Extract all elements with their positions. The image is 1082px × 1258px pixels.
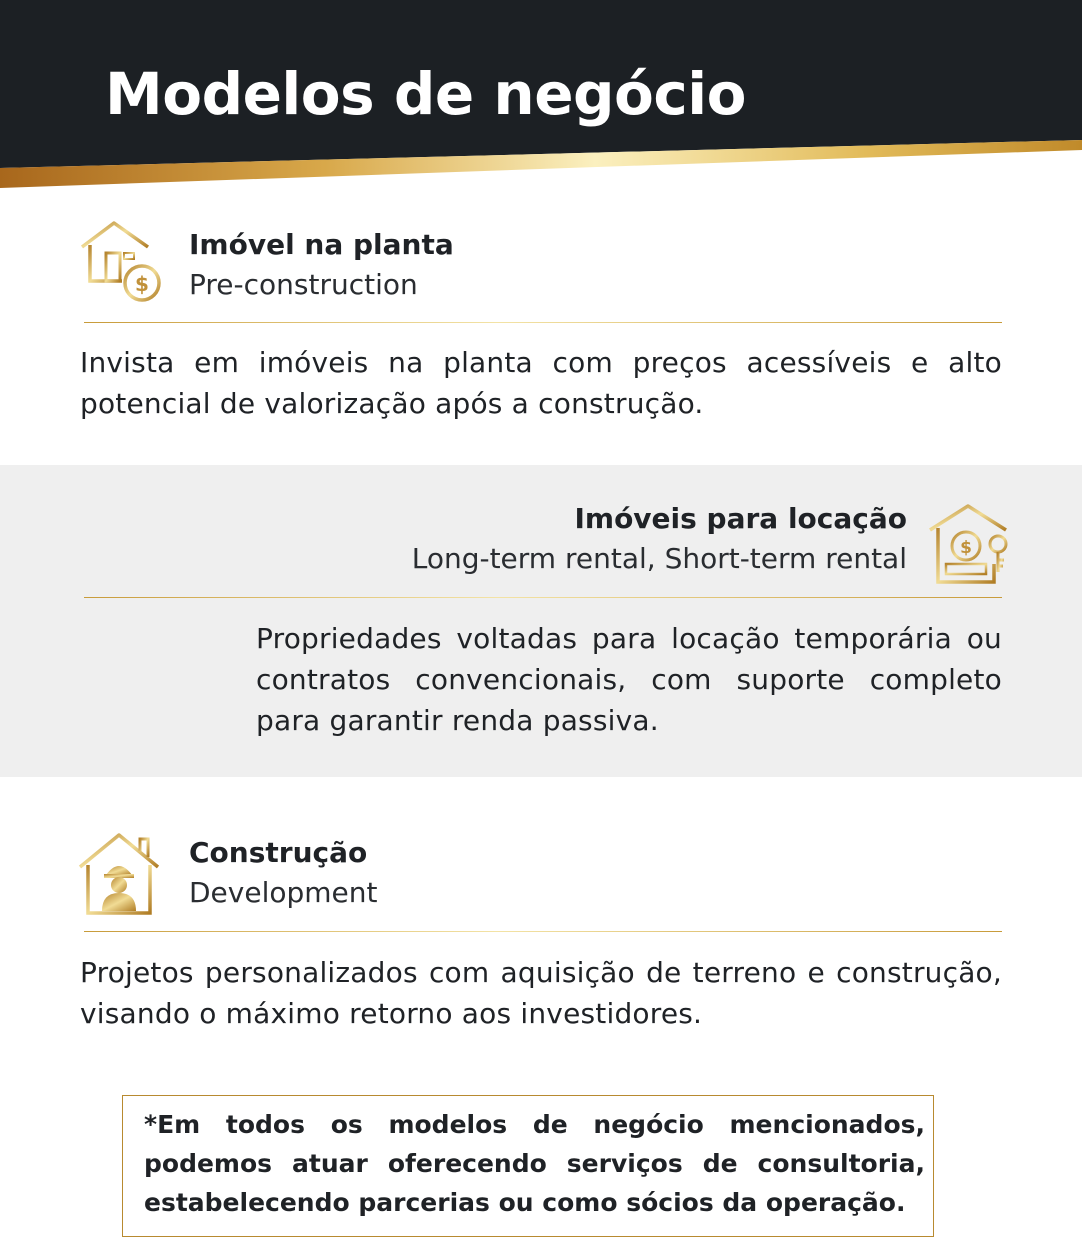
section-divider (84, 597, 1002, 598)
section-title: Construção (189, 836, 368, 869)
house-worker-icon (76, 831, 162, 917)
section-development (0, 777, 1082, 1077)
house-key-coin-icon (926, 502, 1012, 586)
svg-text:$: $ (960, 538, 972, 558)
svg-text:$: $ (135, 272, 149, 296)
section-divider (84, 322, 1002, 323)
house-coin-icon (78, 219, 166, 305)
section-subtitle: Long-term rental, Short-term rental (411, 542, 907, 575)
header-banner (0, 0, 1082, 195)
page-title: Modelos de negócio (105, 60, 747, 128)
section-title: Imóveis para locação (574, 502, 907, 535)
section-description: Invista em imóveis na planta com preços acessíveis e alto potencial de valorização após a construção. (80, 346, 1002, 420)
section-description: Projetos personalizados com aquisição de terreno e construção, visando o máximo retorno aos investidores. (80, 956, 1002, 1030)
section-subtitle: Development (189, 876, 378, 909)
section-pre-construction (0, 195, 1082, 465)
disclaimer-box (122, 1095, 934, 1237)
section-rental (0, 465, 1082, 777)
section-description: Propriedades voltadas para locação temporária ou contratos convencionais, com suporte completo para garantir renda passiva. (256, 622, 1002, 737)
section-divider (84, 931, 1002, 932)
section-title: Imóvel na planta (189, 228, 454, 261)
section-subtitle: Pre-construction (189, 268, 418, 301)
disclaimer-text: *Em todos os modelos de negócio mencionados, podemos atuar oferecendo serviços de consultoria, estabelecendo parcerias ou como sócios da operação. (144, 1110, 925, 1217)
